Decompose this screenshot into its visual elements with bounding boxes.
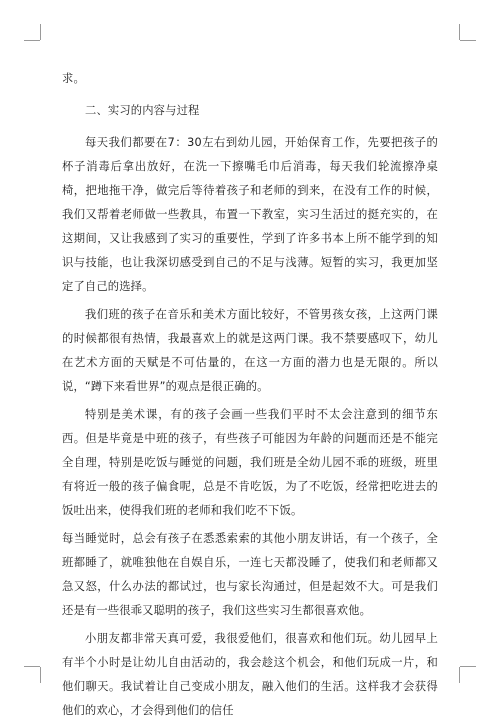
crop-mark-bottom-right-h xyxy=(460,666,476,667)
crop-mark-top-right-v xyxy=(459,24,460,40)
paragraph-children: 小朋友都非常天真可爱，我很爱他们，很喜欢和他们玩。幼儿园早上有半个小时是让幼儿自由活动的，我会趁这个机会，和他们玩成一片，和他们聊天。我试着让自己变成小朋友，融入他们的生活。这样我才会获得他们的欢心，才会得到他们的信任 xyxy=(62,632,438,717)
paragraph-daily-routine: 每天我们都要在7：30左右到幼儿园，开始保育工作，先要把孩子的杯子消毒后拿出放好，在洗一下擦嘴毛巾后消毒，每天我们轮流擦净桌椅，把地拖干净，做完后等待着孩子和老师的到来，在没有工作的时候，我们又帮着老师做一些教具，布置一下教室，实习生活过的挺充实的，在这期间，又让我感到了实习的重要性，学到了许多书本上所不能学到的知识与技能，也让我深切感受到自己的不足与浅薄。短暂的实习，我更加坚定了自己的选择。 xyxy=(62,136,438,293)
crop-mark-bottom-left-h xyxy=(24,666,40,667)
crop-mark-top-right-h xyxy=(460,40,476,41)
crop-mark-bottom-right-v xyxy=(459,667,460,683)
paragraph-nap-time: 每当睡觉时，总会有孩子在悉悉索索的其他小朋友讲话，有一个孩子，全班都睡了，就唯独他在自娱自乐，一连七天都没睡了，使我们和老师都又急又怒，什么办法的都试过，也与家长沟通过，但是起效不大。可是我们还是有一些很乖又聪明的孩子，我们这些实习生都很喜欢他。 xyxy=(62,532,438,617)
paragraph-arts: 我们班的孩子在音乐和美术方面比较好，不管男孩女孩，上这两门课的时候都很有热情，我最喜欢上的就是这两门课。我不禁要感叹下，幼儿在艺术方面的天赋是不可估量的，在这一方面的潜力也是无限的。所以说，“蹲下来看世界”的观点是很正确的。 xyxy=(62,308,438,393)
section-heading: 二、实习的内容与过程 xyxy=(85,104,200,117)
crop-mark-bottom-left-v xyxy=(40,667,41,683)
crop-mark-top-left-h xyxy=(24,40,40,41)
crop-mark-top-left-v xyxy=(40,24,41,40)
paragraph-fragment: 求。 xyxy=(62,72,85,85)
paragraph-art-class: 特别是美术课，有的孩子会画一些我们平时不太会注意到的细节东西。但是毕竟是中班的孩子，有些孩子可能因为年龄的问题而还是不能完全自理，特别是吃饭与睡觉的问题，我们班是全幼儿园不乖的班级，班里有将近一般的孩子偏食呢，总是不肯吃饭，为了不吃饭，经常把吃进去的饭吐出来，使得我们班的老师和我们吃不下饭。 xyxy=(62,408,438,517)
document-body xyxy=(62,67,438,727)
